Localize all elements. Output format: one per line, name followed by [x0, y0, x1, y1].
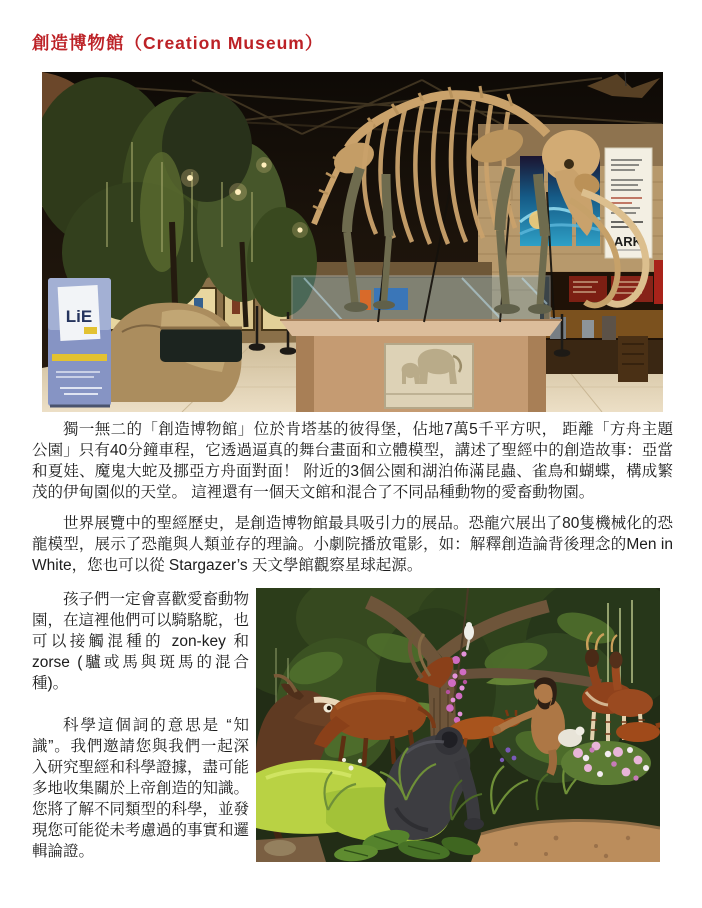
lie-banner: [48, 278, 111, 406]
paragraph-exhibits: 世界展覽中的聖經歷史，是創造博物館最具吸引力的展品。恐龍穴展出了80隻機械化的恐龍模型，展示了恐龍與人類並存的理論。小劇院播放電影，如：解釋創造論背後理念的Men in White，您也可以從 Stargazer’s 天文學館觀察星球起源。: [32, 515, 673, 574]
paragraph-intro: 獨一無二的「創造博物館」位於肯塔基的彼得堡，佔地7萬5千平方呎， 距離「方舟主題公園」只有40分鐘車程，它透過逼真的舞台畫面和立體模型，講述了聖經中的創造故事：亞當和夏娃、魔鬼大蛇及挪亞方舟面對面！ 附近的3個公園和湖泊佈滿昆蟲、雀鳥和蝴蝶，構成繁茂的伊甸園似的天堂。 這裡還有一個天文館和混合了不同品種動物的愛畜動物園。: [32, 421, 673, 501]
page-title: 創造博物館（Creation Museum）: [32, 33, 324, 53]
ark-banner-text: ARK: [613, 234, 643, 249]
eden-diorama-illustration: [256, 588, 660, 862]
eden-diorama-photo: [256, 588, 660, 862]
right-red-animal: [616, 722, 660, 742]
lie-banner-text: LiE: [65, 307, 93, 326]
paragraph-petting-zoo: 孩子們一定會喜歡愛畜動物園，在這裡他們可以騎駱駝，也可以接觸混種的 zon-key 和 zorse (驢或馬與斑馬的混合種)。: [32, 591, 250, 692]
exhibit-pedestal: [280, 320, 562, 412]
paragraph-science: 科學這個詞的意思是 “知識”。我們邀請您與我們一起深入研究聖經和科學證據，盡可能多地收集關於上帝創造的知識。 您將了解不同類型的科學，並發現您可能從未考慮過的事實和邏輯論證。: [32, 717, 250, 860]
left-text-column: [32, 589, 249, 862]
museum-hall-illustration: [42, 72, 663, 412]
museum-hall-photo: [42, 72, 663, 412]
